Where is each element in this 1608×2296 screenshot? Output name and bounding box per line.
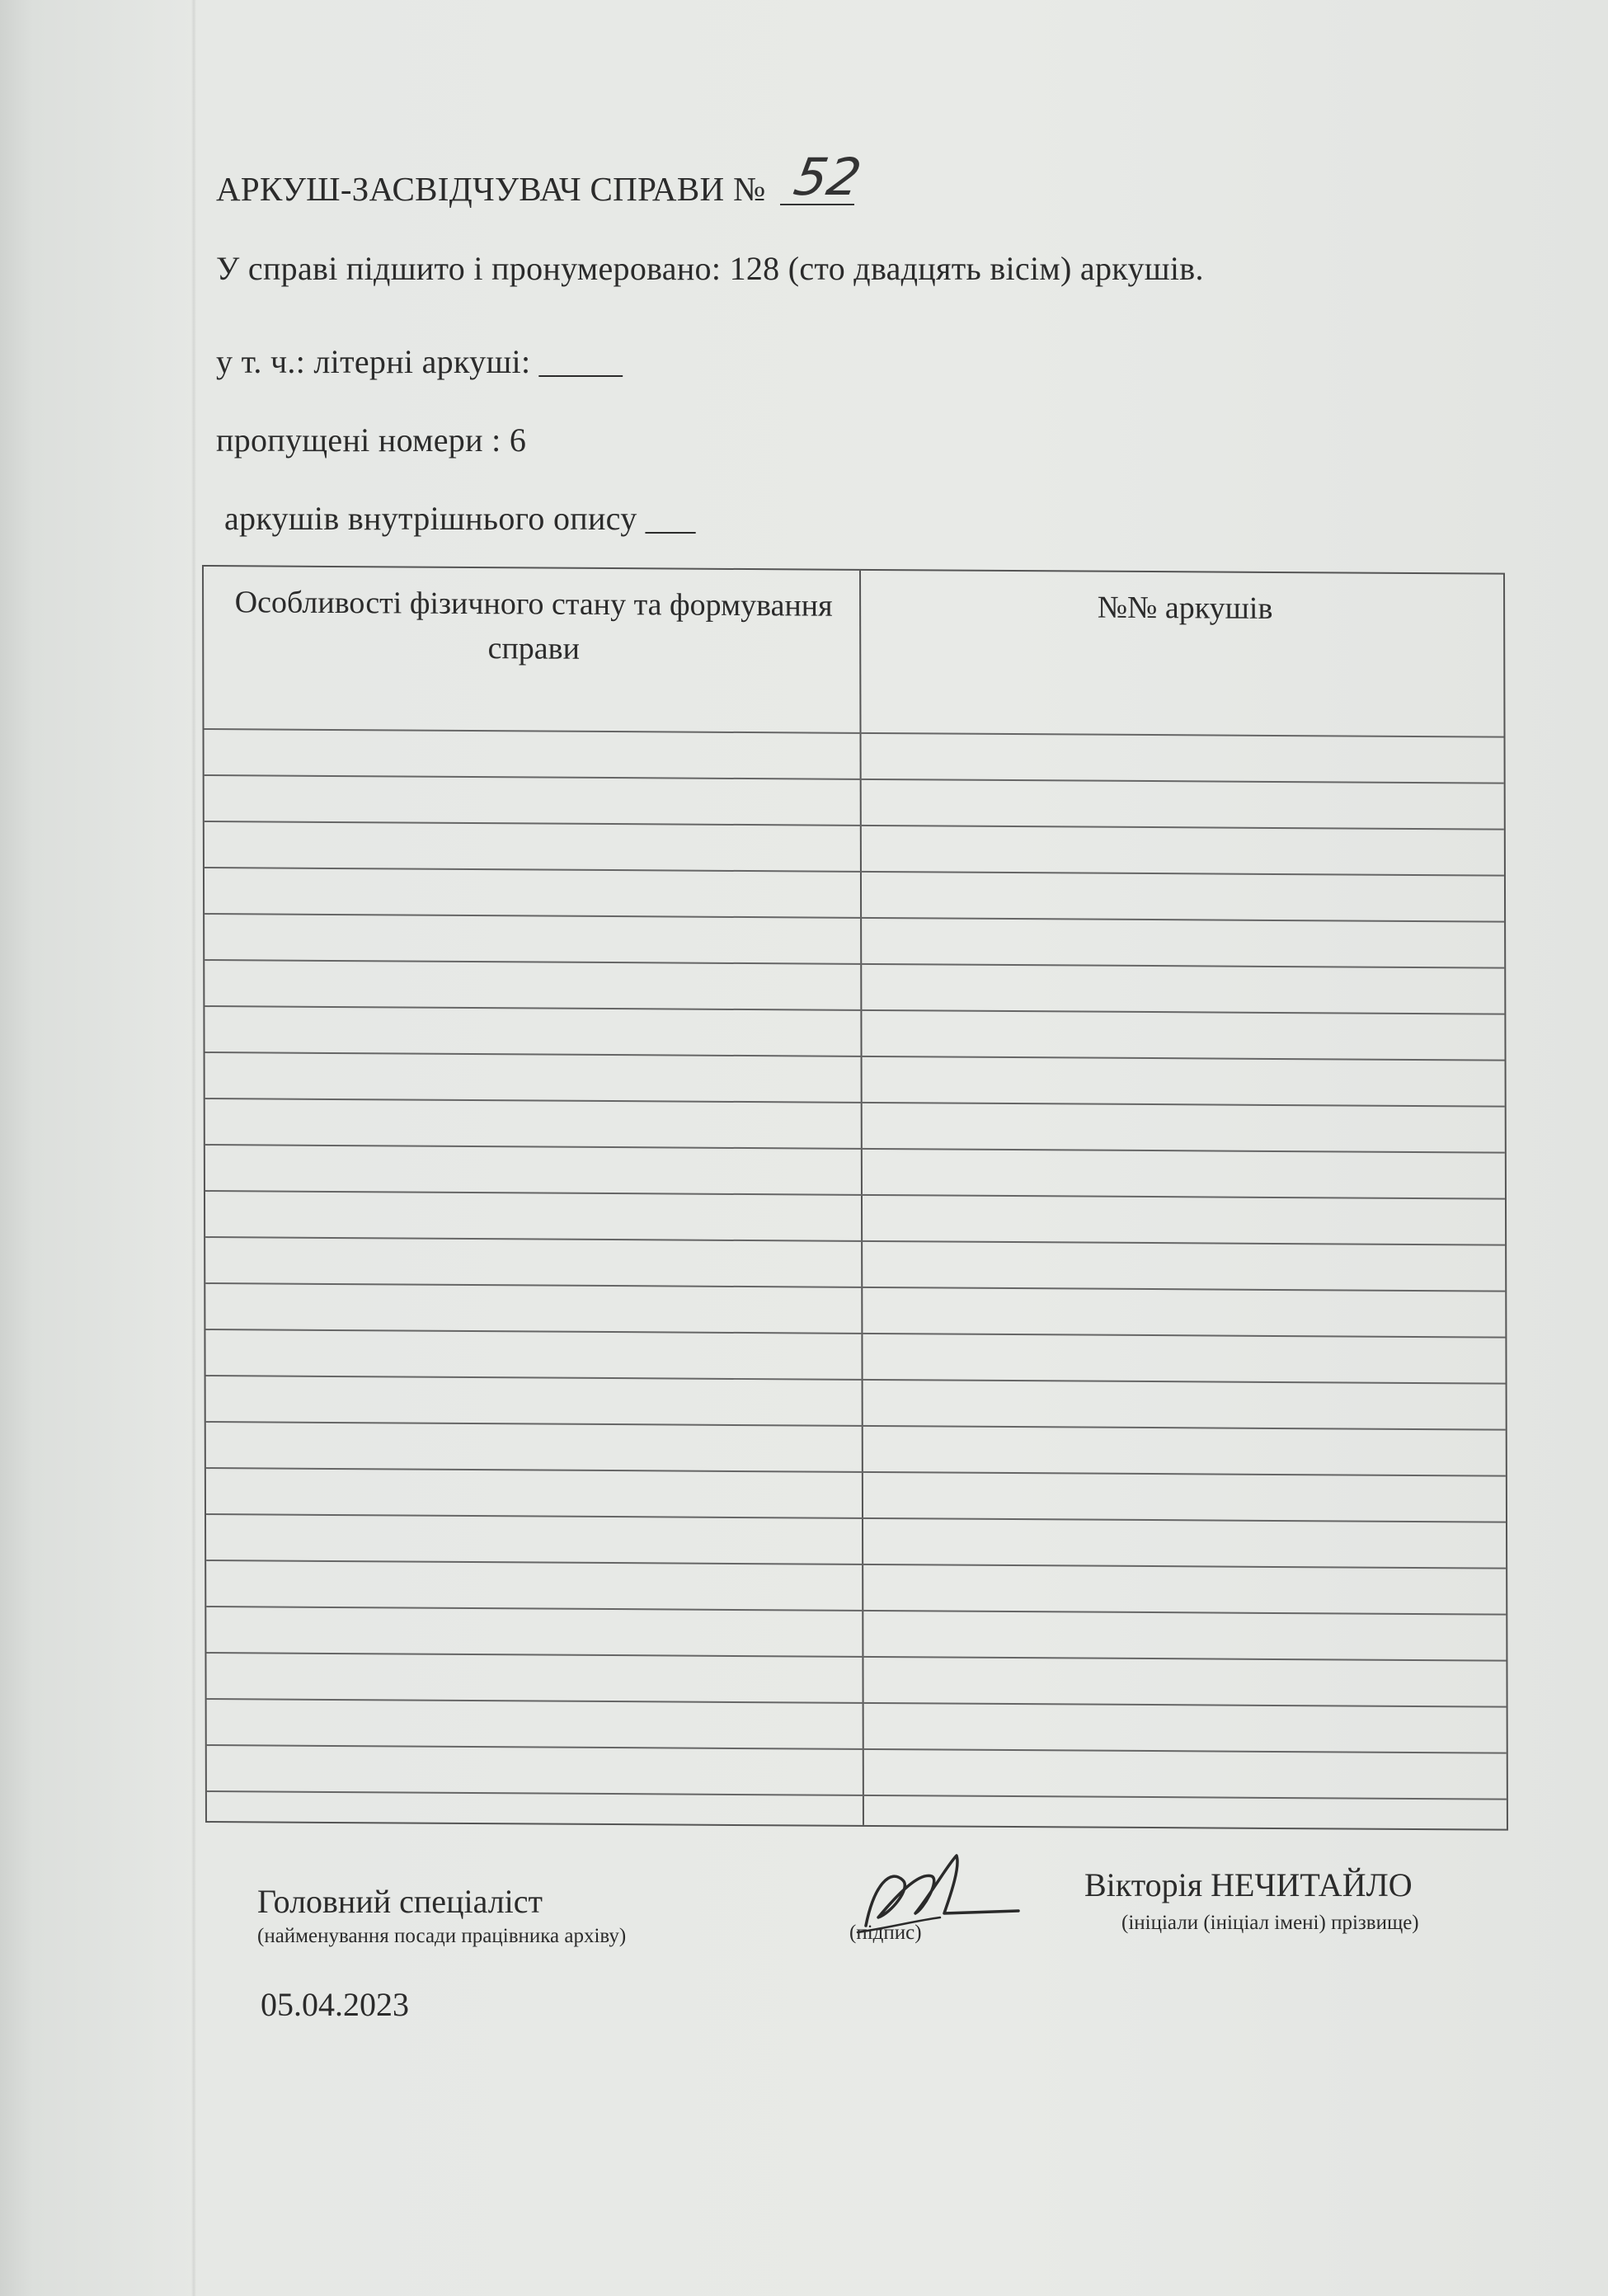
stitched-sheets-line: У справі підшито і пронумеровано: 128 (сто двадцять вісім) аркушів.	[216, 250, 1204, 287]
inventory-sheets-line: аркушів внутрішнього опису ___	[224, 500, 696, 537]
signature-caption: (підпис)	[849, 1922, 922, 1944]
archivist-name: Вікторія НЕЧИТАЙЛО	[1084, 1866, 1413, 1903]
archivist-position: Головний спеціаліст	[257, 1883, 543, 1920]
table-row-rule	[205, 867, 1504, 877]
table-row-rule	[205, 1005, 1504, 1015]
case-number-field	[780, 147, 867, 209]
table-row-rule	[205, 1098, 1505, 1108]
table-row-rule	[206, 1421, 1506, 1431]
name-caption: (ініціали (ініціал імені) прізвище)	[1121, 1912, 1419, 1934]
binding-fold	[191, 0, 196, 2296]
table-row-rule	[206, 1606, 1506, 1616]
table-row-rule	[205, 1236, 1505, 1246]
table-row-rule	[206, 1652, 1506, 1662]
column-header-condition: Особливості фізичного стану та формування справи	[234, 585, 833, 666]
table-row-rule	[205, 913, 1504, 923]
table-row-rule	[205, 821, 1504, 830]
case-number-handwritten: 52	[789, 147, 867, 207]
condition-table	[202, 565, 1508, 1831]
table-row-rule	[205, 728, 1504, 738]
column-divider	[859, 571, 864, 1825]
heading-label: АРКУШ-ЗАСВІДЧУВАЧ СПРАВИ №	[216, 170, 766, 208]
table-row-rule	[206, 1467, 1506, 1477]
column-header-sheet-numbers: №№ аркушів	[1097, 590, 1273, 626]
table-row-rule	[206, 1375, 1506, 1385]
missing-numbers-line: пропущені номери : 6	[216, 421, 527, 459]
table-row-rule	[205, 1144, 1505, 1154]
certificate-heading	[216, 147, 867, 209]
table-row-rule	[206, 1560, 1506, 1569]
table-row-rule	[207, 1790, 1507, 1800]
certificate-date: 05.04.2023	[261, 1986, 409, 2023]
table-row-rule	[206, 1513, 1506, 1523]
table-row-rule	[205, 1329, 1505, 1339]
position-caption: (найменування посади працівника архіву)	[257, 1925, 627, 1947]
table-row-rule	[205, 959, 1504, 969]
table-row-rule	[205, 774, 1504, 784]
table-row-rule	[207, 1698, 1507, 1708]
table-row-rule	[205, 1190, 1505, 1200]
letter-sheets-line: у т. ч.: літерні аркуші: _____	[216, 343, 623, 380]
table-row-rule	[205, 1052, 1505, 1061]
table-row-rule	[205, 1282, 1505, 1292]
table-row-rule	[207, 1744, 1507, 1754]
